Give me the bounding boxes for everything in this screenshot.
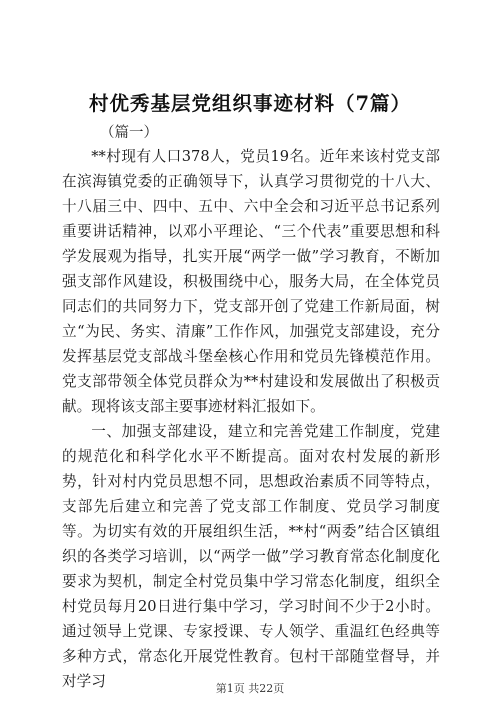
paragraph: **村现有人口378人，党员19名。近年来该村党支部在滨海镇党委的正确领导下，认真学习贯彻党的十八大、十八届三中、四中、五中、六中全会和习近平总书记系列重要讲话精神，以邓小平理论、“三个代表”重要思想和科学发展观为指导，扎实开展“两学一做”学习教育，不断加强支部作风建设，积极围绕中心，服务大局，在全体党员同志们的共同努力下，党支部开创了党建工作新局面，树立“为民、务实、清廉”工作作风，加强党支部建设，充分发挥基层党支部战斗堡垒核心作用和党员先锋模范作用。党支部带领全体党员群众为**村建设和发展做出了积极贡献。现将该支部主要事迹材料汇报如下。 <box>62 148 440 415</box>
page-footer: 第1页 共22页 <box>215 682 285 695</box>
document-title: 村优秀基层党组织事迹材料（7篇） <box>88 92 412 115</box>
document-body <box>62 144 440 694</box>
paragraph: 一、加强支部建设，建立和完善党建工作制度，党建的规范化和科学化水平不断提高。面对农村发展的新形势，针对村内党员思想不同，思想政治素质不同等特点，支部先后建立和完善了党支部工作制度、党员学习制度等。为切实有效的开展组织生活，**村“两委”结合区镇组织的各类学习培训，以“两学一做”学习教育常态化制度化要求为契机，制定全村党员集中学习常态化制度，组织全村党员每月20日进行集中学习，学习时间不少于2小时。通过领导上党课、专家授课、专人领学、重温红色经典等多种方式，常态化开展党性教育。包村干部随堂督导，并对学习 <box>62 423 440 690</box>
section-label: （篇一） <box>100 125 158 141</box>
